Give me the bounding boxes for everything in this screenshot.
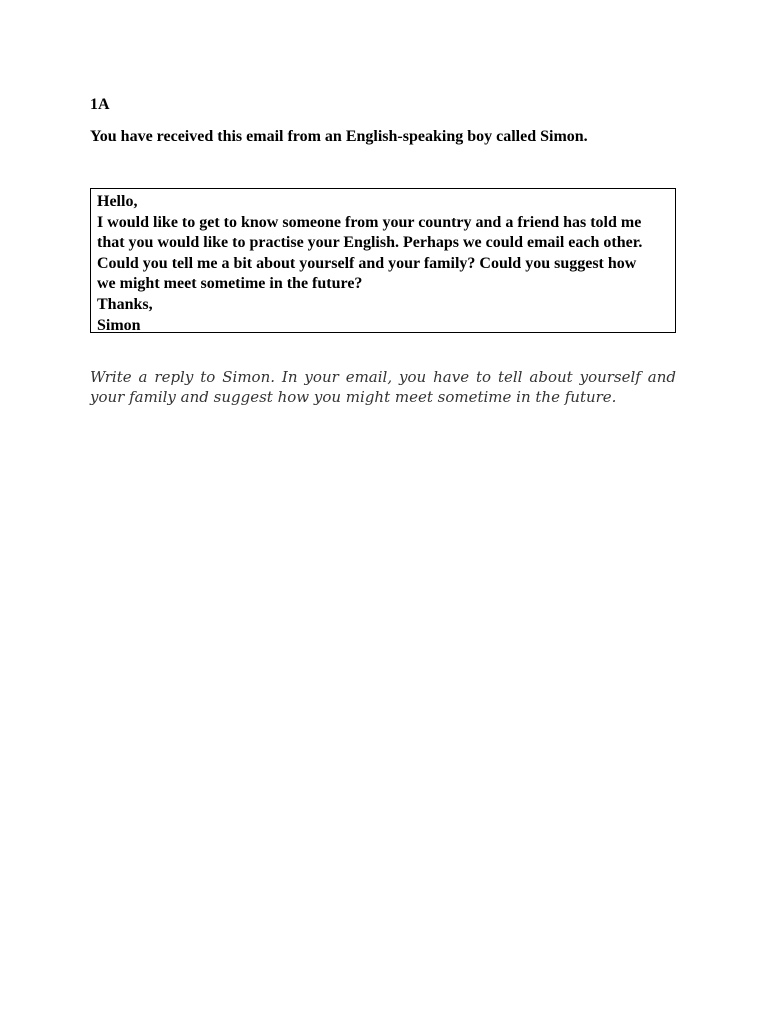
task-number: 1A: [90, 96, 110, 113]
email-box: [90, 188, 676, 333]
task-instruction: Write a reply to Simon. In your email, you have to tell about yourself and your family and suggest how you might meet sometime in the future.: [90, 368, 676, 406]
task-intro: You have received this email from an English-speaking boy called Simon.: [90, 128, 588, 145]
email-body-line: Could you tell me a bit about yourself and your family? Could you suggest how: [97, 254, 637, 272]
email-signoff: Thanks,: [97, 295, 153, 313]
email-body-line: we might meet sometime in the future?: [97, 275, 363, 293]
email-signature: Simon: [97, 316, 141, 334]
email-body-line: that you would like to practise your English. Perhaps we could email each other.: [97, 234, 643, 252]
email-body-line: I would like to get to know someone from your country and a friend has told me: [97, 213, 642, 231]
email-greeting: Hello,: [97, 193, 138, 210]
